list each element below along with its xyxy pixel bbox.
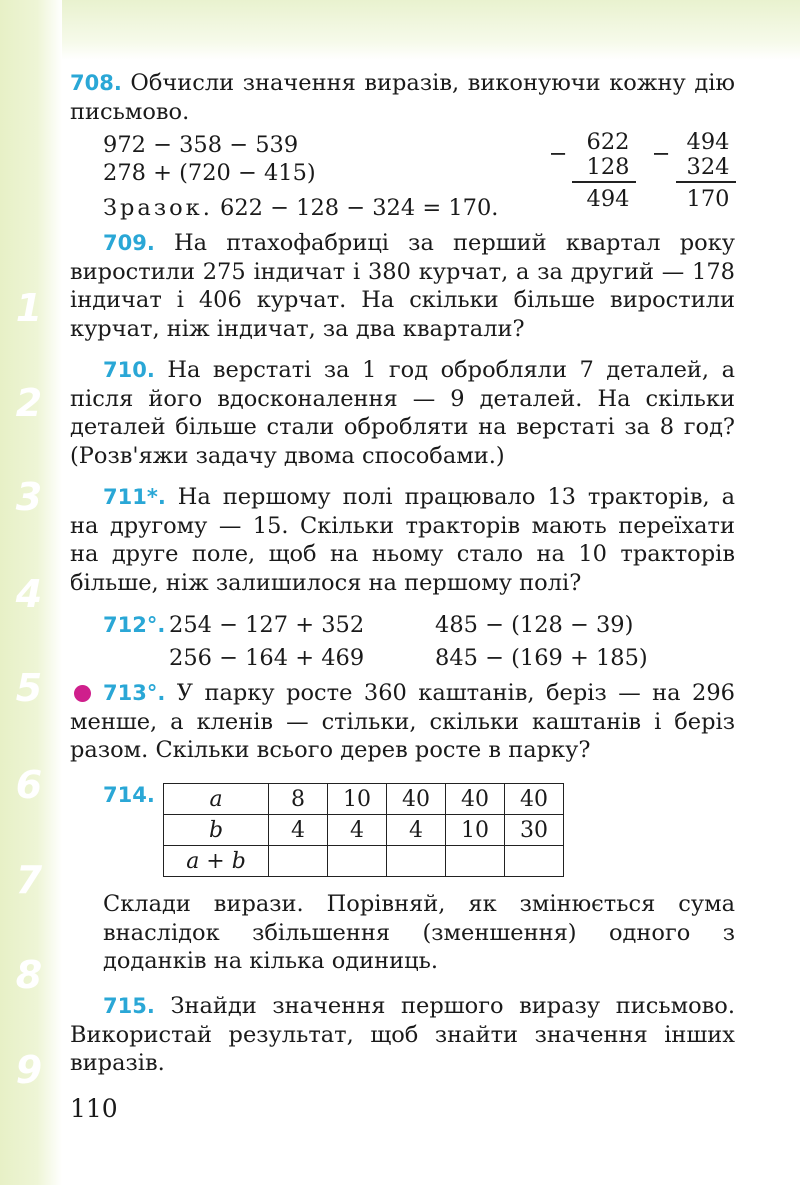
table-cell: 40 — [387, 784, 446, 815]
sample-label: Зразок. — [103, 195, 213, 221]
problem-number: 715. — [103, 994, 155, 1018]
row-label: b — [164, 815, 269, 846]
minus-sign: − — [651, 141, 671, 167]
problem-text: На першому полі працювало 13 тракторів, а на другому — 15. Скільки тракторів мають переїхати на друге поле, щоб на ньому стало на 10 тракторів більше, ніж залишилося на першому полі? — [70, 484, 735, 596]
sample-line — [103, 194, 498, 222]
values-table — [163, 783, 564, 877]
side-number-5: 5 — [15, 666, 43, 710]
row-label: a — [164, 784, 269, 815]
table-cell — [505, 846, 564, 877]
table-cell: 4 — [269, 815, 328, 846]
difference: 170 — [686, 186, 730, 212]
expression: 972 − 358 − 539 — [103, 132, 299, 158]
table-cell: 40 — [505, 784, 564, 815]
problem-710 — [70, 356, 735, 470]
side-number-2: 2 — [15, 381, 43, 425]
table-cell: 4 — [387, 815, 446, 846]
subtrahend: 324 — [686, 154, 730, 180]
problem-number: 712°. — [103, 613, 166, 637]
table-row — [164, 815, 564, 846]
table-cell: 8 — [269, 784, 328, 815]
minus-sign: − — [548, 141, 568, 167]
difference: 494 — [586, 186, 630, 212]
expression: 485 − (128 − 39) — [435, 612, 634, 638]
problem-number: 708. — [70, 71, 122, 95]
table-cell — [387, 846, 446, 877]
top-decor-band — [0, 0, 800, 60]
minuend: 622 — [586, 129, 630, 155]
expression: 845 − (169 + 185) — [435, 645, 648, 671]
problem-711 — [70, 483, 735, 597]
table-cell: 40 — [446, 784, 505, 815]
sample-expression: 622 − 128 − 324 = 170. — [220, 195, 499, 221]
problem-709 — [70, 229, 735, 343]
result-rule — [676, 181, 736, 183]
minuend: 494 — [686, 129, 730, 155]
page-number: 110 — [70, 1094, 118, 1123]
side-number-4: 4 — [15, 572, 43, 616]
table-cell: 30 — [505, 815, 564, 846]
table-cell — [328, 846, 387, 877]
side-number-1: 1 — [15, 286, 43, 330]
expression: 256 − 164 + 469 — [169, 645, 365, 671]
problem-715 — [70, 992, 735, 1078]
problem-text: На верстаті за 1 год обробляли 7 деталей, а після його вдосконалення — 9 деталей. На скільки деталей більше стали обробляти на верстаті за 8 год? (Розв'яжи задачу двома способами.) — [70, 357, 735, 469]
table-row — [164, 846, 564, 877]
problem-number: 710. — [103, 358, 155, 382]
problem-number-714 — [103, 781, 155, 809]
side-number-8: 8 — [15, 953, 43, 997]
problem-708 — [70, 69, 735, 126]
side-number-6: 6 — [15, 763, 43, 807]
side-number-3: 3 — [15, 475, 43, 519]
table-cell: 4 — [328, 815, 387, 846]
problem-number: 714. — [103, 783, 155, 807]
problem-number-712 — [103, 611, 165, 639]
side-decor-band — [0, 0, 62, 1185]
side-number-7: 7 — [15, 858, 43, 902]
problem-text: Обчисли значення виразів, виконуючи кожну дію письмово. — [70, 70, 735, 125]
row-label: a + b — [164, 846, 269, 877]
problem-713 — [70, 679, 735, 765]
table-cell: 10 — [328, 784, 387, 815]
table-cell — [269, 846, 328, 877]
problem-text: У парку росте 360 каштанів, беріз — на 296 менше, а кленів — стільки, скільки каштанів і беріз разом. Скільки всього дерев росте в парку? — [70, 680, 735, 764]
problem-number: 711*. — [103, 485, 166, 509]
side-number-9: 9 — [15, 1048, 43, 1092]
table-row — [164, 784, 564, 815]
problem-text: На птахофабриці за перший квартал року виростили 275 індичат і 380 курчат, а за другий — 178 індичат і 406 курчат. На скільки більше виростили курчат, ніж індичат, за два квартали? — [70, 230, 736, 342]
expression: 254 − 127 + 352 — [169, 612, 365, 638]
result-rule — [572, 181, 636, 183]
expression: 278 + (720 − 415) — [103, 160, 316, 186]
table-cell — [446, 846, 505, 877]
problem-714-text: Склади вирази. Порівняй, як змінюється сума внаслідок збільшення (зменшення) одного з доданків на кілька одиниць. — [103, 891, 735, 975]
problem-number: 709. — [103, 231, 155, 255]
problem-text: Знайди значення першого виразу письмово. Використай результат, щоб знайти значення інших виразів. — [70, 993, 735, 1077]
table-cell: 10 — [446, 815, 505, 846]
subtrahend: 128 — [586, 154, 630, 180]
problem-number: 713°. — [103, 681, 166, 705]
